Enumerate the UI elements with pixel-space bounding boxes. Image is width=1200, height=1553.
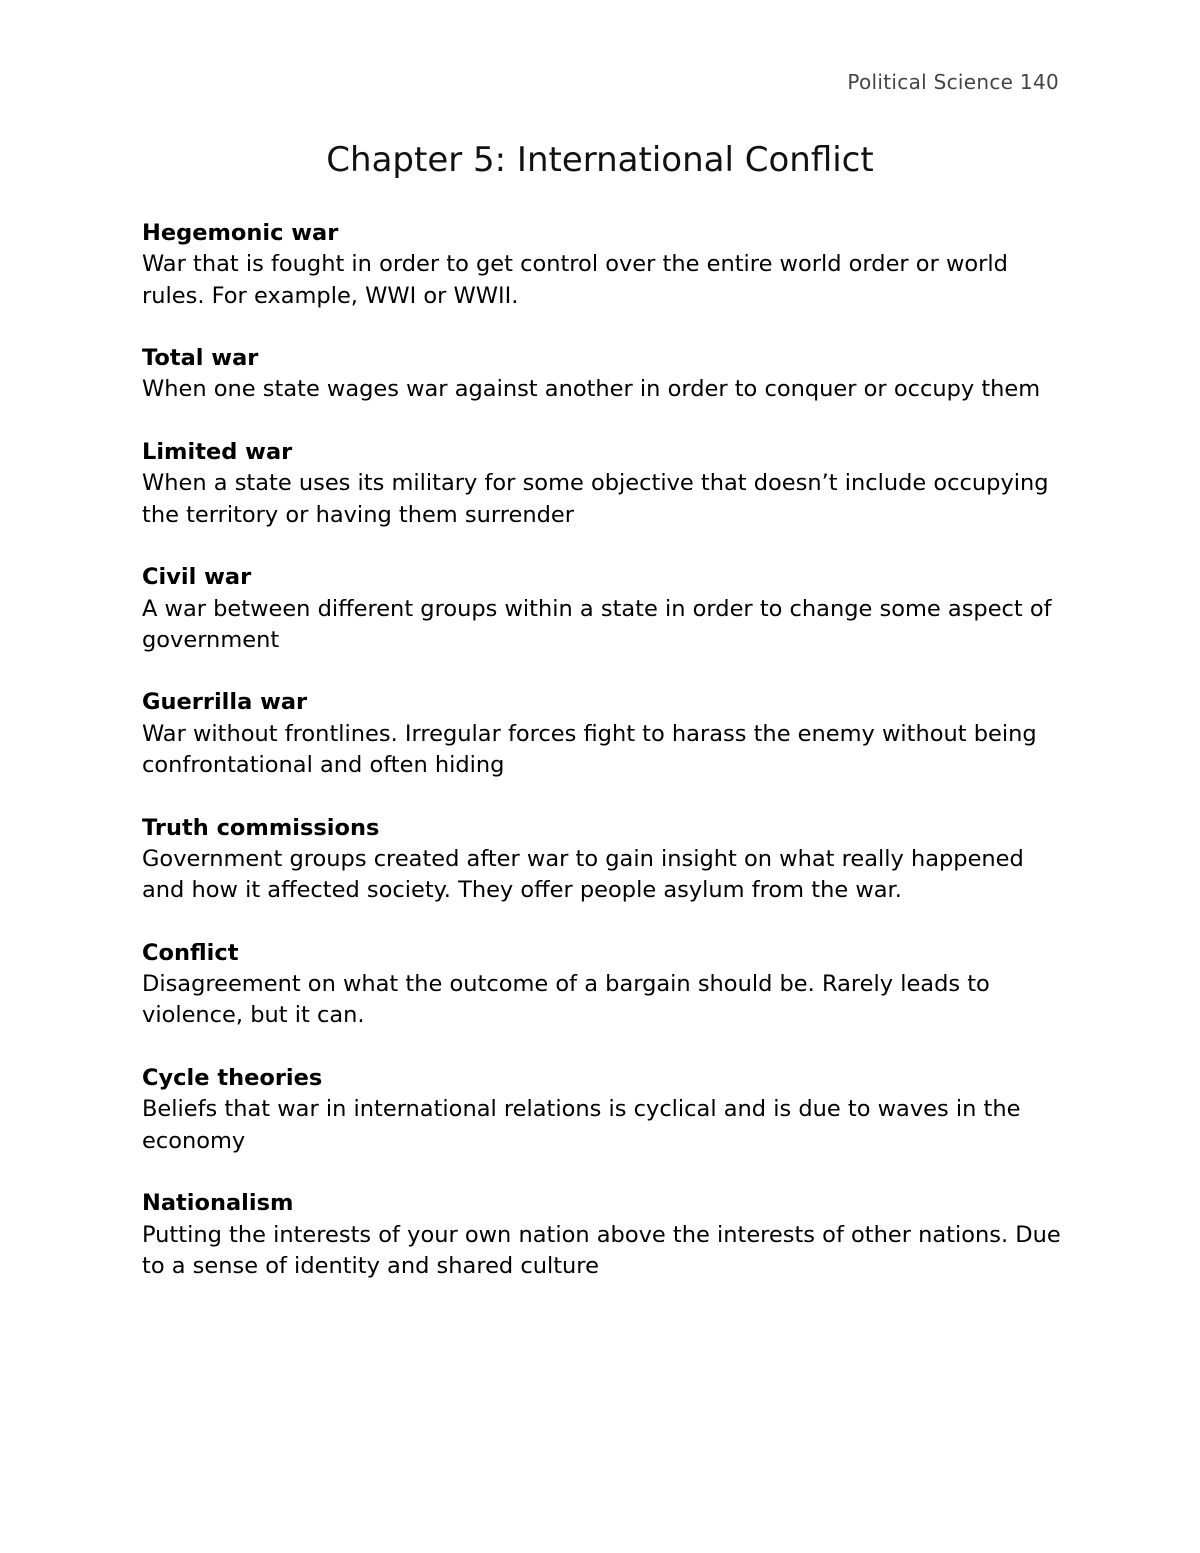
glossary-entry (142, 938, 1072, 1032)
glossary-entry (142, 813, 1072, 907)
page-title: Chapter 5: International Conflict (326, 140, 874, 180)
term-definition: Disagreement on what the outcome of a bargain should be. Rarely leads to violence, but it can. (142, 971, 990, 1029)
term-definition: A war between different groups within a state in order to change some aspect of government (142, 595, 1052, 653)
term-name: Hegemonic war (142, 220, 339, 246)
glossary-list (142, 218, 1072, 1313)
term-name: Nationalism (142, 1190, 294, 1217)
term-name: Truth commissions (142, 814, 380, 841)
glossary-entry (142, 343, 1072, 406)
term-definition: Putting the interests of your own nation above the interests of other nations. Due to a sense of identity and shared culture (142, 1221, 1061, 1279)
term-definition: Government groups created after war to gain insight on what really happened and how it affected society. They offer people asylum from the war. (142, 845, 1024, 904)
term-definition: War that is fought in order to get control over the entire world order or world rules. For example, WWI or WWII. (142, 251, 1008, 309)
term-definition: When a state uses its military for some objective that doesn’t include occupying the territory or having them surrender (142, 470, 1049, 528)
glossary-entry (142, 437, 1072, 531)
running-header: Political Science 140 (847, 70, 1059, 94)
term-name: Cycle theories (142, 1065, 323, 1092)
term-definition: When one state wages war against another in order to conquer or occupy them (142, 376, 1041, 403)
glossary-entry (142, 562, 1072, 656)
glossary-entry (142, 218, 1072, 312)
glossary-entry (142, 687, 1072, 781)
term-name: Guerrilla war (142, 689, 308, 716)
term-name: Civil war (142, 564, 252, 591)
term-definition: Beliefs that war in international relations is cyclical and is due to waves in the economy (142, 1096, 1021, 1154)
term-name: Limited war (142, 439, 293, 466)
glossary-entry (142, 1063, 1072, 1157)
term-name: Total war (142, 345, 259, 372)
term-definition: War without frontlines. Irregular forces fight to harass the enemy without being confrontational and often hiding (142, 720, 1037, 779)
glossary-entry (142, 1188, 1072, 1282)
term-name: Conflict (142, 939, 239, 966)
